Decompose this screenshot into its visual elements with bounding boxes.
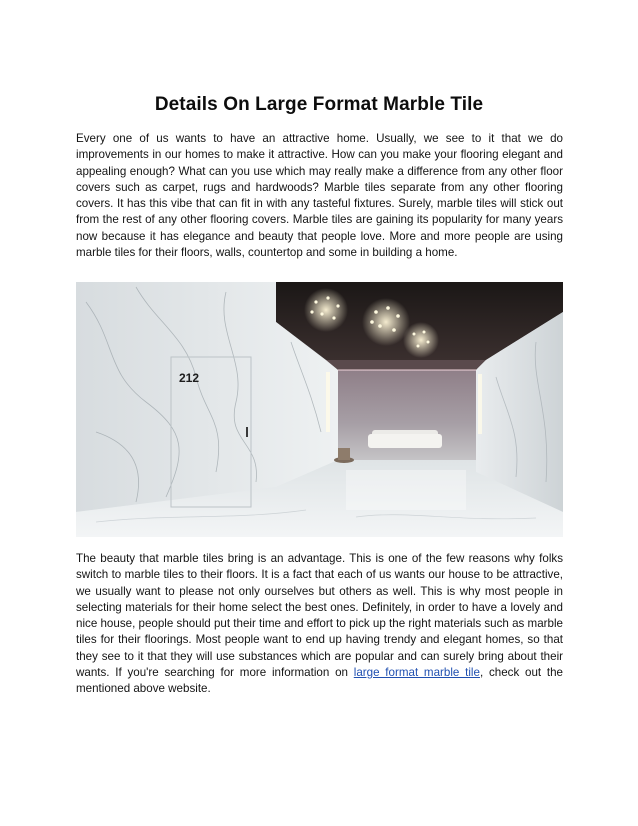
body-paragraph xyxy=(76,551,563,698)
page-title: Details On Large Format Marble Tile xyxy=(154,94,484,115)
body-text-after-link: , check out the mentioned above website. xyxy=(76,666,564,696)
body-text-before-link: The beauty that marble tiles bring is an advantage. This is one of the few reasons why folks switch to marble tiles to their floors. It is a fact that each of us wants our house to be attractive, we usually want to please not only ourselves but others as well. This is why most people in selecting materials for their home select the best ones. Definitely, in order to have a lovely and nice house, people should put their time and effort to pick up the right materials such as marble tiles for their floorings. Most people want to end up having trendy and elegant homes, so that they see to it that they will use substances which are popular and can surely bring about their wants. If you're searching for more information on xyxy=(76,552,563,680)
door-number: 212 xyxy=(179,371,200,385)
marble-hallway-photo xyxy=(76,282,563,537)
marble-tile-link[interactable]: large format marble tile xyxy=(353,666,480,680)
intro-paragraph: Every one of us wants to have an attractive home. Usually, we see to it that we do improvements in our homes to make it attractive. How can you make your flooring elegant and appealing enough? What can you use which may really make a difference from any other floor covers such as carpet, rugs and hardwoods? Marble tiles separate from any other flooring covers. It has this vibe that can fit in with any tasteful fixtures. Surely, marble tiles will stick out from the rest of any other flooring covers. Marble tiles are gaining its popularity for many years now because it has elegance and beauty that people love. More and more people are using marble tiles for their floors, walls, countertop and some in building a home. xyxy=(76,132,563,260)
